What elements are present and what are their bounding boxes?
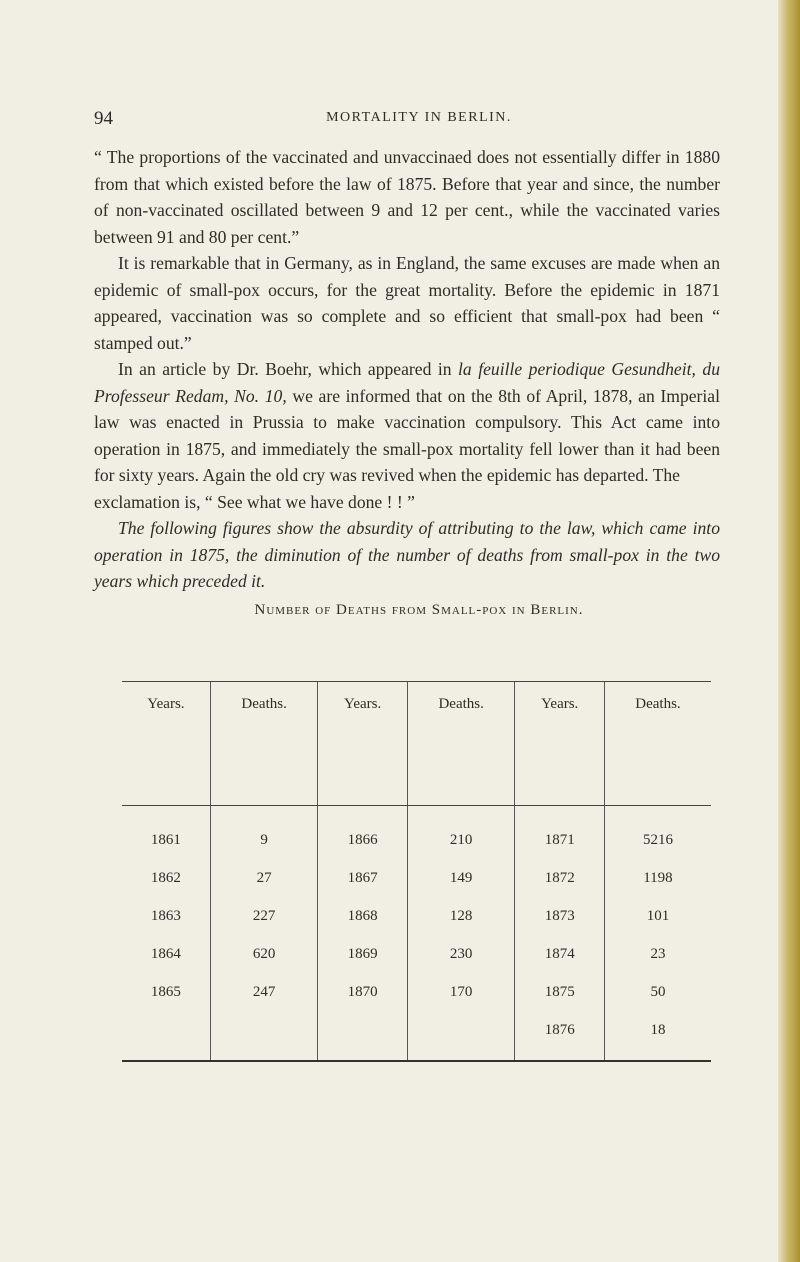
column-header: Years.: [515, 682, 604, 806]
table-cell: 1864: [150, 945, 181, 962]
table-caption: Number of Deaths from Small-pox in Berlin.: [254, 601, 584, 618]
page-number: 94: [94, 108, 113, 129]
table-cell: 1867: [318, 859, 407, 897]
table-cell: 128: [407, 897, 515, 935]
table-cell: 149: [407, 859, 515, 897]
table-cell: 1876: [515, 1011, 604, 1061]
table-cell: 247: [210, 973, 318, 1011]
column-header: Deaths.: [210, 682, 318, 806]
table-cell: 620: [210, 935, 318, 973]
column-header: Deaths.: [604, 682, 711, 806]
table-cell: 5216: [604, 806, 711, 860]
column-header: Deaths.: [407, 682, 515, 806]
table-cell: 1869: [318, 935, 407, 973]
paragraph-boehr: [94, 356, 720, 489]
table-cell: 27: [210, 859, 318, 897]
table-cell: 1198: [604, 859, 711, 897]
table-cell: [210, 1011, 318, 1061]
paragraph: exclamation is, “ See what we have done ! ! ”: [94, 491, 415, 512]
table-cell: 1871: [515, 806, 604, 860]
boehr-rest: we are informed that on the 8th of April, 1878, an Imperial law was enacted in Prussia to make vaccination compulsory. This Act came into operation in 1875, and immediately the small-pox mortality fell lower than it had been for sixty years. Again the old cry was revived when the epidemic has departed. The: [94, 385, 720, 485]
table-cell: 9: [210, 806, 318, 860]
column-header: Years.: [318, 682, 407, 806]
table-cell: 1863: [150, 907, 181, 924]
table-row: [122, 1011, 711, 1061]
table-cell: 50: [604, 973, 711, 1011]
table-cell: [122, 1011, 210, 1061]
page-header: [94, 108, 694, 132]
table-cell: 230: [407, 935, 515, 973]
table-row: [122, 935, 711, 973]
boehr-source: la feuille periodique Gesundheit, du Professeur Redam, No. 10,: [94, 359, 720, 406]
deaths-table: [122, 681, 711, 1062]
table-row: [122, 806, 711, 860]
table-cell: [318, 1011, 407, 1061]
table-cell: 1866: [318, 806, 407, 860]
page-edge: [778, 0, 800, 1262]
table-cell: 1873: [515, 897, 604, 935]
running-head: MORTALITY IN BERLIN.: [326, 110, 512, 125]
table-cell: 1870: [318, 973, 407, 1011]
table-cell: 1868: [318, 897, 407, 935]
table-cell: 1874: [515, 935, 604, 973]
italic-note: [94, 515, 720, 595]
column-header: Years.: [122, 682, 210, 806]
paragraph: It is remarkable that in Germany, as in England, the same excuses are made when an epidemic of small-pox occurs, for the great mortality. Before the epidemic in 1871 appeared, vaccination was so complete and so efficient that small-pox had been “ stamped out.”: [94, 253, 720, 353]
paragraph: “ The proportions of the vaccinated and unvaccinaed does not essentially differ in 1880 from that which existed before the law of 1875. Before that year and since, the number of non-vaccinated oscillated between 9 and 12 per cent., while the vaccinated varies between 91 and 80 per cent.”: [94, 147, 720, 247]
boehr-intro: In an article by Dr. Boehr, which appeared in: [118, 359, 452, 379]
body-text: [94, 144, 720, 623]
table-header-row: [122, 682, 711, 806]
table-cell: 170: [407, 973, 515, 1011]
table-cell: 1861: [150, 831, 181, 848]
table-cell: 101: [604, 897, 711, 935]
table-row: [122, 973, 711, 1011]
italic-note-text: The following figures show the absurdity of attributing to the law, which came into operation in 1875, the diminution of the number of deaths from small-pox in the two years which preceded it.: [94, 518, 720, 591]
table-row: [122, 859, 711, 897]
table-row: [122, 897, 711, 935]
table-cell: 227: [210, 897, 318, 935]
table-cell: 1872: [515, 859, 604, 897]
table-cell: 1865: [150, 983, 181, 1000]
table-cell: 18: [604, 1011, 711, 1061]
table-cell: 1875: [515, 973, 604, 1011]
table-cell: 210: [407, 806, 515, 860]
table-cell: [407, 1011, 515, 1061]
table-cell: 1862: [150, 869, 181, 886]
table-cell: 23: [604, 935, 711, 973]
